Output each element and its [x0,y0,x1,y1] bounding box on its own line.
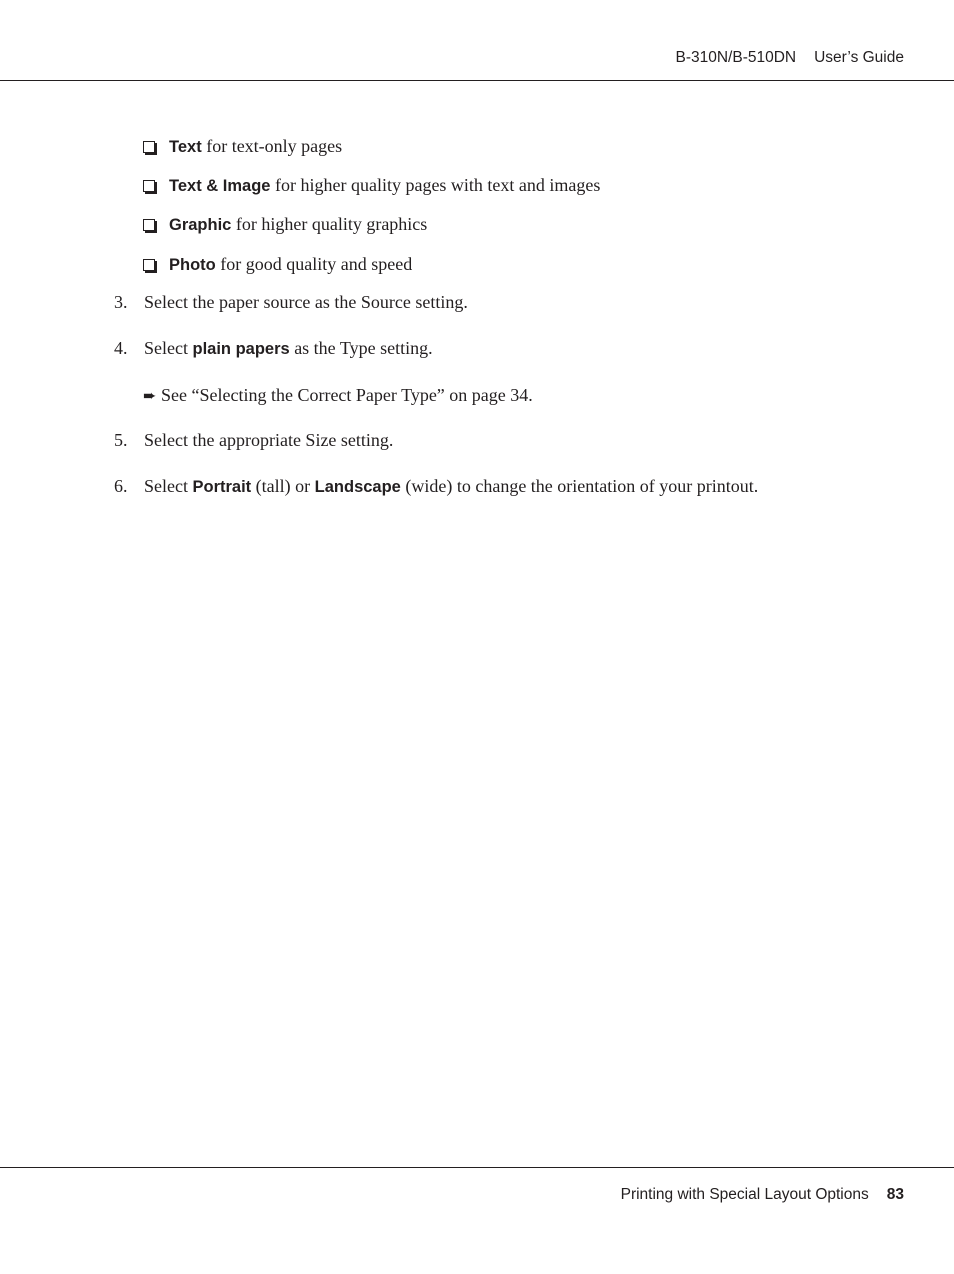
cross-reference[interactable] [143,385,533,406]
running-header [676,49,905,67]
header-guide-title: User’s Guide [814,49,904,66]
option-landscape: Landscape [314,478,401,496]
arrow-right-icon: ➨ [143,386,157,405]
header-rule [0,80,954,81]
footer-section-title: Printing with Special Layout Options [620,1186,869,1203]
running-footer [621,1186,904,1204]
checkbox-bullet-icon [143,180,155,192]
step-number: 5. [114,430,128,450]
step-6: 6. Select Portrait (tall) or Landscape (wide) to change the orientation of your printout. [114,476,759,496]
option-portrait: Portrait [192,478,252,496]
page-number: 83 [886,1186,904,1203]
checkbox-bullet-icon [143,141,155,153]
step-number: 3. [114,292,128,312]
step-number: 4. [114,338,128,358]
step-5 [114,430,393,451]
option-plain-papers: plain papers [192,340,290,358]
bullet-item: Text & Image for higher quality pages with text and images [143,175,600,196]
checkbox-bullet-icon [143,259,155,271]
step-3 [114,292,468,313]
header-model: B-310N/B-510DN [675,49,797,66]
bullet-item: Text for text-only pages [143,136,342,157]
checkbox-bullet-icon [143,219,155,231]
cross-reference-link[interactable]: See “Selecting the Correct Paper Type” on page 34. [161,385,533,405]
bullet-item: Graphic for higher quality graphics [143,214,427,235]
step-text: Select the appropriate Size setting. [144,430,394,450]
footer-rule [0,1167,954,1168]
step-4: 4. Select plain papers as the Type setting. [114,338,433,358]
step-number: 6. [114,476,128,496]
step-text: Select the paper source as the Source setting. [144,292,468,312]
bullet-item: Photo for good quality and speed [143,254,412,275]
